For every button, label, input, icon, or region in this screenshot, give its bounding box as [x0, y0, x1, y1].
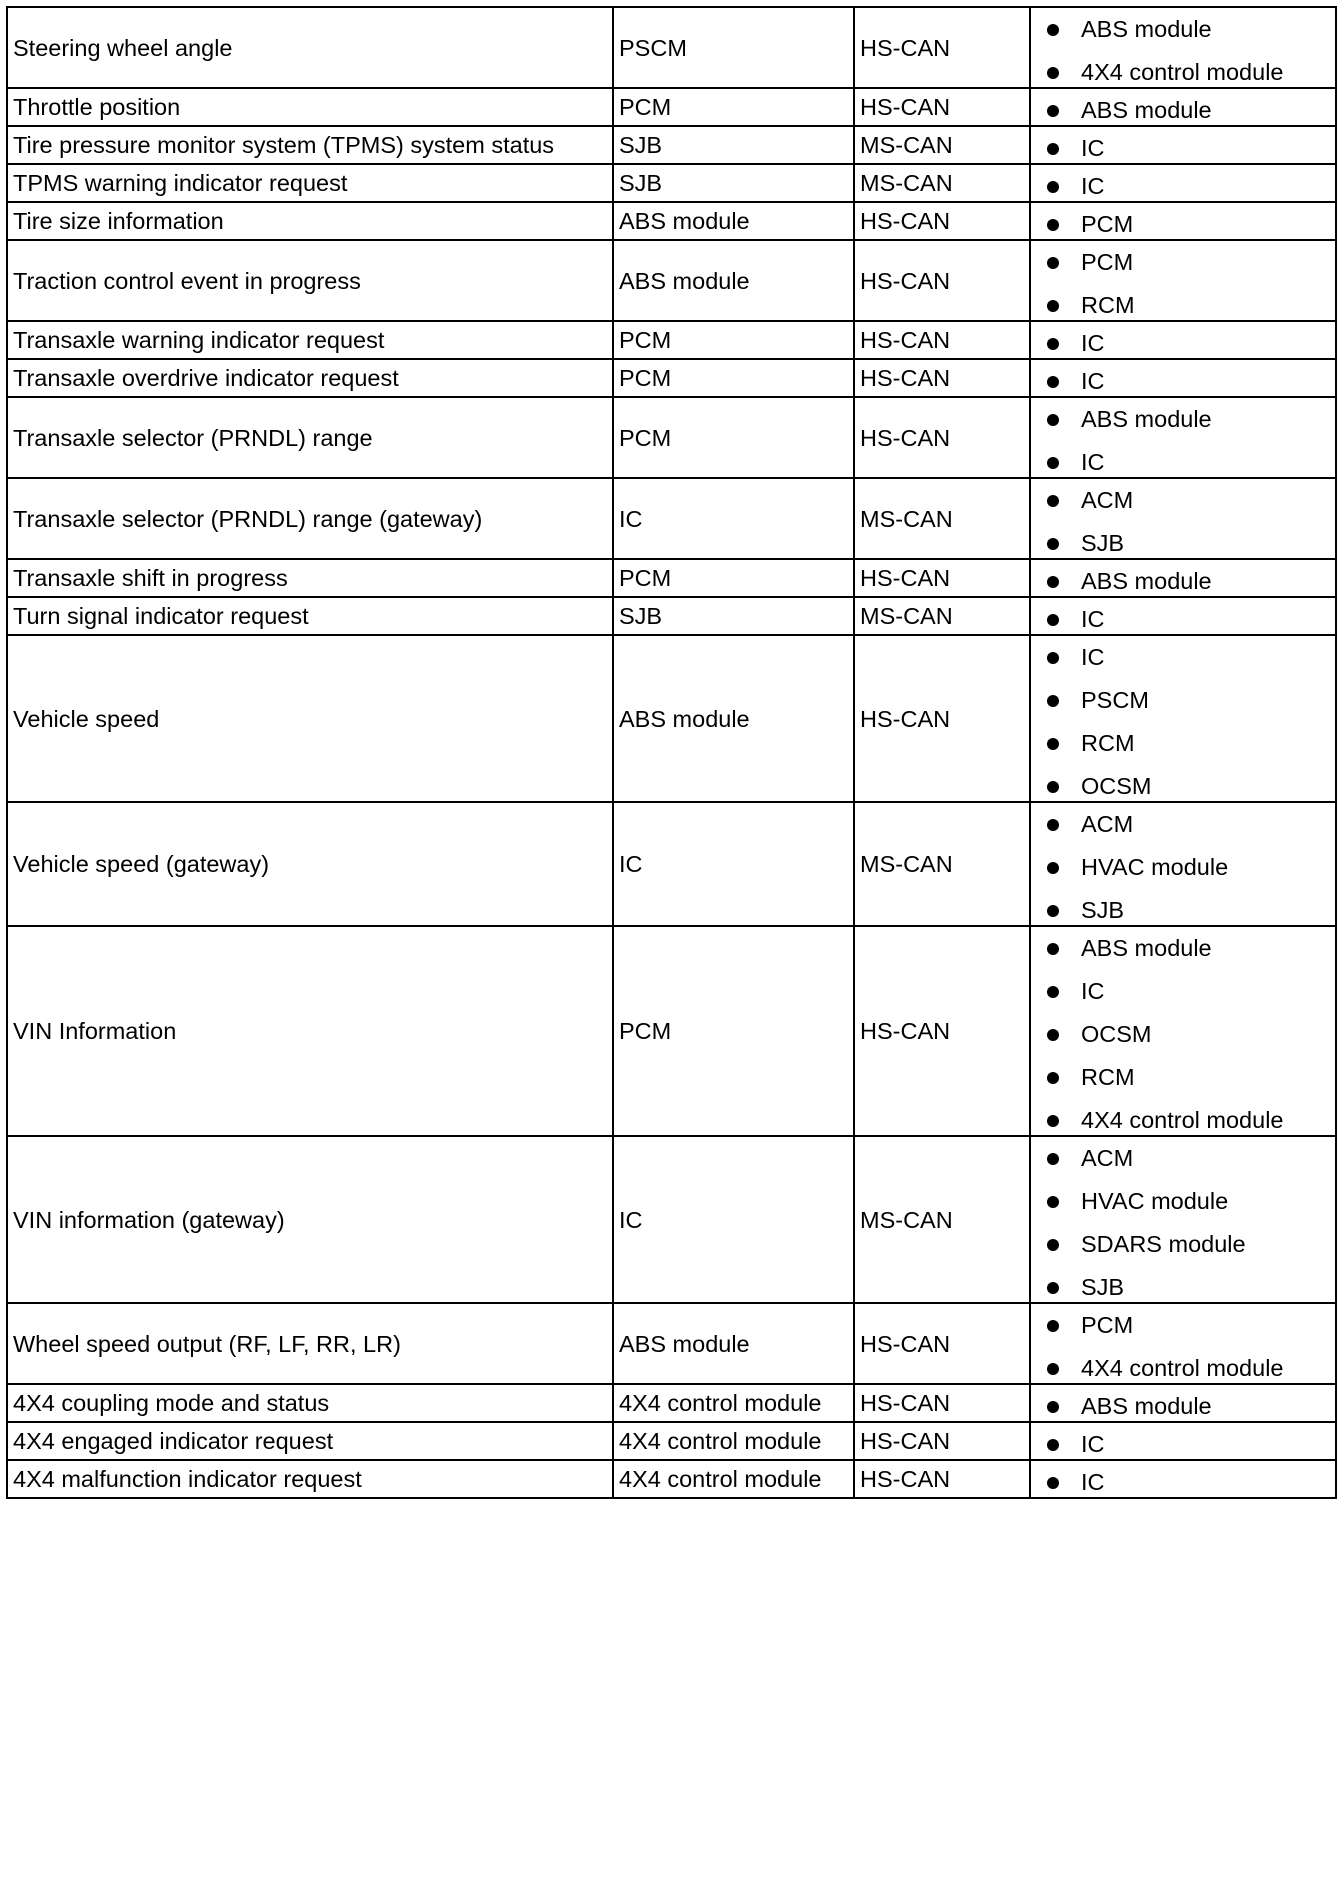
signal-cell [7, 559, 613, 597]
receiving-modules-cell [1030, 240, 1336, 321]
signal-text: 4X4 engaged indicator request [13, 1428, 334, 1454]
receiving-modules-list [1036, 322, 1335, 358]
source-module-text: IC [619, 851, 643, 877]
source-module-cell [613, 240, 854, 321]
table-row [7, 635, 1336, 802]
receiving-module-text: ABS module [1081, 406, 1212, 432]
signal-cell [7, 126, 613, 164]
network-text: HS-CAN [860, 1428, 951, 1454]
bullet-icon [1047, 695, 1059, 707]
source-module-text: ABS module [619, 267, 750, 294]
receiving-modules-list [1036, 598, 1335, 634]
signal-text: Vehicle speed (gateway) [13, 851, 270, 877]
network-cell [854, 597, 1030, 635]
table-row [7, 802, 1336, 926]
table-row [7, 559, 1336, 597]
table-row [7, 926, 1336, 1136]
source-module-cell [613, 359, 854, 397]
bullet-icon [1047, 24, 1059, 36]
source-module-text: 4X4 control module [619, 1428, 822, 1454]
network-cell [854, 1136, 1030, 1303]
network-text: HS-CAN [860, 1466, 951, 1492]
network-text: HS-CAN [860, 705, 951, 732]
signal-cell [7, 478, 613, 559]
receiving-module-item [1081, 398, 1331, 441]
bullet-icon [1047, 300, 1059, 312]
signal-cell [7, 1422, 613, 1460]
signal-cell [7, 7, 613, 88]
receiving-module-text: PCM [1081, 211, 1134, 237]
table-row [7, 1460, 1336, 1498]
receiving-module-item [1081, 89, 1331, 125]
receiving-module-item [1081, 803, 1331, 846]
receiving-modules-cell [1030, 597, 1336, 635]
receiving-module-text: RCM [1081, 1064, 1135, 1090]
network-cell [854, 478, 1030, 559]
source-module-cell [613, 926, 854, 1136]
receiving-module-text: ACM [1081, 811, 1134, 837]
signal-cell [7, 926, 613, 1136]
network-text: HS-CAN [860, 34, 951, 61]
signal-text: Steering wheel angle [13, 34, 233, 61]
signal-cell [7, 1460, 613, 1498]
signal-text: Tire pressure monitor system (TPMS) system status [13, 132, 555, 158]
bullet-icon [1047, 257, 1059, 269]
receiving-modules-cell [1030, 926, 1336, 1136]
receiving-modules-list [1036, 89, 1335, 125]
receiving-module-text: OCSM [1081, 773, 1152, 799]
receiving-modules-list [1036, 927, 1335, 1135]
receiving-module-item [1081, 284, 1331, 320]
receiving-modules-list [1036, 127, 1335, 163]
bullet-icon [1047, 338, 1059, 350]
source-module-cell [613, 1303, 854, 1384]
receiving-module-text: PCM [1081, 1312, 1134, 1338]
network-cell [854, 635, 1030, 802]
network-cell [854, 1460, 1030, 1498]
source-module-text: ABS module [619, 1330, 750, 1357]
receiving-module-item [1081, 1180, 1331, 1223]
bullet-icon [1047, 862, 1059, 874]
receiving-module-item [1081, 970, 1331, 1013]
bullet-icon [1047, 905, 1059, 917]
network-text: HS-CAN [860, 365, 951, 391]
receiving-module-text: ABS module [1081, 97, 1212, 123]
receiving-module-text: IC [1081, 449, 1105, 475]
source-module-cell [613, 7, 854, 88]
network-text: HS-CAN [860, 267, 951, 294]
receiving-module-text: ACM [1081, 487, 1134, 513]
receiving-module-item [1081, 51, 1331, 87]
bullet-icon [1047, 576, 1059, 588]
source-module-text: PCM [619, 424, 672, 451]
receiving-module-item [1081, 636, 1331, 679]
source-module-cell [613, 597, 854, 635]
bullet-icon [1047, 67, 1059, 79]
receiving-module-text: IC [1081, 606, 1105, 632]
receiving-module-text: IC [1081, 644, 1105, 670]
receiving-module-text: IC [1081, 330, 1105, 356]
signal-text: Transaxle overdrive indicator request [13, 365, 399, 391]
source-module-cell [613, 164, 854, 202]
receiving-modules-list [1036, 560, 1335, 596]
receiving-module-text: IC [1081, 368, 1105, 394]
signal-text: 4X4 malfunction indicator request [13, 1466, 362, 1492]
receiving-module-text: HVAC module [1081, 854, 1229, 880]
receiving-module-item [1081, 203, 1331, 239]
network-cell [854, 397, 1030, 478]
signal-cell [7, 359, 613, 397]
network-cell [854, 7, 1030, 88]
bullet-icon [1047, 1477, 1059, 1489]
table-row [7, 164, 1336, 202]
receiving-module-item [1081, 1056, 1331, 1099]
network-text: MS-CAN [860, 132, 953, 158]
signal-text: Throttle position [13, 94, 181, 120]
receiving-module-text: SJB [1081, 897, 1125, 923]
receiving-module-item [1081, 1385, 1331, 1421]
source-module-cell [613, 88, 854, 126]
source-module-cell [613, 1460, 854, 1498]
network-cell [854, 359, 1030, 397]
receiving-module-text: ABS module [1081, 935, 1212, 961]
signal-text: Transaxle selector (PRNDL) range (gateway) [13, 505, 483, 532]
signal-text: Vehicle speed [13, 705, 160, 732]
source-module-cell [613, 1136, 854, 1303]
receiving-module-item [1081, 1304, 1331, 1347]
signal-text: TPMS warning indicator request [13, 170, 348, 196]
receiving-modules-cell [1030, 1422, 1336, 1460]
bullet-icon [1047, 1320, 1059, 1332]
bullet-icon [1047, 495, 1059, 507]
receiving-module-text: 4X4 control module [1081, 59, 1284, 85]
network-text: MS-CAN [860, 851, 953, 877]
receiving-modules-list [1036, 479, 1335, 558]
receiving-modules-list [1036, 1137, 1335, 1302]
receiving-modules-cell [1030, 1136, 1336, 1303]
signal-cell [7, 1136, 613, 1303]
signal-cell [7, 164, 613, 202]
bullet-icon [1047, 1072, 1059, 1084]
receiving-module-item [1081, 765, 1331, 801]
receiving-modules-cell [1030, 126, 1336, 164]
source-module-text: PSCM [619, 34, 687, 61]
receiving-modules-list [1036, 360, 1335, 396]
source-module-cell [613, 635, 854, 802]
receiving-module-item [1081, 8, 1331, 51]
receiving-module-item [1081, 1347, 1331, 1383]
receiving-modules-cell [1030, 88, 1336, 126]
network-text: HS-CAN [860, 424, 951, 451]
receiving-modules-list [1036, 1461, 1335, 1497]
signal-text: Transaxle shift in progress [13, 565, 288, 591]
signal-cell [7, 397, 613, 478]
receiving-modules-list [1036, 1423, 1335, 1459]
signal-text: Transaxle selector (PRNDL) range [13, 424, 373, 451]
network-cell [854, 126, 1030, 164]
receiving-module-item [1081, 322, 1331, 358]
bullet-icon [1047, 943, 1059, 955]
receiving-module-item [1081, 927, 1331, 970]
signal-cell [7, 321, 613, 359]
receiving-module-text: HVAC module [1081, 1188, 1229, 1214]
receiving-modules-cell [1030, 397, 1336, 478]
source-module-cell [613, 321, 854, 359]
signal-cell [7, 240, 613, 321]
table-row [7, 240, 1336, 321]
receiving-module-text: IC [1081, 978, 1105, 1004]
bullet-icon [1047, 819, 1059, 831]
network-text: MS-CAN [860, 170, 953, 196]
network-text: HS-CAN [860, 1330, 951, 1357]
bullet-icon [1047, 1363, 1059, 1375]
table-row [7, 1136, 1336, 1303]
receiving-modules-cell [1030, 359, 1336, 397]
table-row [7, 1303, 1336, 1384]
receiving-modules-list [1036, 398, 1335, 477]
source-module-text: 4X4 control module [619, 1466, 822, 1492]
receiving-module-item [1081, 127, 1331, 163]
table-row [7, 597, 1336, 635]
receiving-module-item [1081, 560, 1331, 596]
source-module-cell [613, 1384, 854, 1422]
network-text: HS-CAN [860, 1018, 951, 1044]
receiving-modules-list [1036, 803, 1335, 925]
source-module-cell [613, 559, 854, 597]
receiving-modules-cell [1030, 7, 1336, 88]
source-module-text: PCM [619, 94, 672, 120]
source-module-text: PCM [619, 327, 672, 353]
network-text: MS-CAN [860, 1206, 953, 1233]
network-text: HS-CAN [860, 208, 951, 234]
network-cell [854, 164, 1030, 202]
network-cell [854, 926, 1030, 1136]
network-cell [854, 240, 1030, 321]
network-cell [854, 1384, 1030, 1422]
bullet-icon [1047, 538, 1059, 550]
signal-cell [7, 88, 613, 126]
bullet-icon [1047, 457, 1059, 469]
receiving-modules-list [1036, 8, 1335, 87]
source-module-text: SJB [619, 132, 663, 158]
receiving-modules-list [1036, 241, 1335, 320]
receiving-modules-list [1036, 1304, 1335, 1383]
receiving-modules-cell [1030, 478, 1336, 559]
network-text: HS-CAN [860, 1390, 951, 1416]
source-module-cell [613, 1422, 854, 1460]
source-module-text: 4X4 control module [619, 1390, 822, 1416]
bullet-icon [1047, 1153, 1059, 1165]
bullet-icon [1047, 1239, 1059, 1251]
bullet-icon [1047, 1115, 1059, 1127]
signal-text: VIN Information [13, 1018, 177, 1044]
signal-text: Tire size information [13, 208, 224, 234]
signal-cell [7, 802, 613, 926]
receiving-modules-cell [1030, 202, 1336, 240]
receiving-module-text: RCM [1081, 730, 1135, 756]
receiving-module-item [1081, 1013, 1331, 1056]
receiving-module-text: 4X4 control module [1081, 1355, 1284, 1381]
receiving-module-text: OCSM [1081, 1021, 1152, 1047]
table-row [7, 7, 1336, 88]
source-module-text: SJB [619, 603, 663, 629]
receiving-modules-list [1036, 203, 1335, 239]
table-row [7, 126, 1336, 164]
signal-cell [7, 635, 613, 802]
receiving-module-item [1081, 722, 1331, 765]
receiving-module-item [1081, 441, 1331, 477]
network-cell [854, 802, 1030, 926]
receiving-module-item [1081, 1423, 1331, 1459]
bullet-icon [1047, 181, 1059, 193]
receiving-module-text: ABS module [1081, 1393, 1212, 1419]
bullet-icon [1047, 652, 1059, 664]
receiving-module-text: 4X4 control module [1081, 1107, 1284, 1133]
network-text: MS-CAN [860, 603, 953, 629]
receiving-module-text: IC [1081, 1431, 1105, 1457]
receiving-module-text: SJB [1081, 1274, 1125, 1300]
receiving-modules-cell [1030, 1384, 1336, 1422]
network-text: HS-CAN [860, 94, 951, 120]
receiving-module-text: PCM [1081, 249, 1134, 275]
receiving-module-item [1081, 889, 1331, 925]
signal-text: 4X4 coupling mode and status [13, 1390, 330, 1416]
table-body [7, 7, 1336, 1498]
bullet-icon [1047, 1401, 1059, 1413]
receiving-module-item [1081, 1137, 1331, 1180]
bullet-icon [1047, 219, 1059, 231]
source-module-cell [613, 126, 854, 164]
bullet-icon [1047, 614, 1059, 626]
source-module-text: ABS module [619, 705, 750, 732]
network-cell [854, 1422, 1030, 1460]
source-module-text: ABS module [619, 208, 750, 234]
receiving-modules-list [1036, 165, 1335, 201]
receiving-module-item [1081, 165, 1331, 201]
bullet-icon [1047, 1196, 1059, 1208]
receiving-module-item [1081, 241, 1331, 284]
source-module-cell [613, 397, 854, 478]
receiving-module-item [1081, 360, 1331, 396]
receiving-module-text: IC [1081, 1469, 1105, 1495]
receiving-module-text: ACM [1081, 1145, 1134, 1171]
bullet-icon [1047, 105, 1059, 117]
document-page [6, 6, 1335, 1499]
receiving-module-item [1081, 846, 1331, 889]
receiving-module-item [1081, 1223, 1331, 1266]
receiving-module-item [1081, 479, 1331, 522]
network-text: HS-CAN [860, 565, 951, 591]
receiving-modules-cell [1030, 164, 1336, 202]
receiving-module-item [1081, 522, 1331, 558]
table-row [7, 359, 1336, 397]
signal-cell [7, 1384, 613, 1422]
receiving-modules-cell [1030, 321, 1336, 359]
signal-cell [7, 202, 613, 240]
receiving-module-text: ABS module [1081, 568, 1212, 594]
source-module-text: PCM [619, 365, 672, 391]
source-module-text: PCM [619, 1018, 672, 1044]
bullet-icon [1047, 414, 1059, 426]
source-module-cell [613, 202, 854, 240]
source-module-text: IC [619, 1206, 643, 1233]
receiving-modules-cell [1030, 1460, 1336, 1498]
receiving-module-item [1081, 598, 1331, 634]
table-row [7, 1422, 1336, 1460]
table-row [7, 88, 1336, 126]
signal-text: Transaxle warning indicator request [13, 327, 385, 353]
receiving-module-text: ABS module [1081, 16, 1212, 42]
receiving-module-item [1081, 1099, 1331, 1135]
receiving-module-text: SDARS module [1081, 1231, 1246, 1257]
bullet-icon [1047, 1029, 1059, 1041]
receiving-modules-list [1036, 1385, 1335, 1421]
signal-text: Wheel speed output (RF, LF, RR, LR) [13, 1330, 401, 1357]
receiving-module-text: RCM [1081, 292, 1135, 318]
bullet-icon [1047, 781, 1059, 793]
receiving-modules-cell [1030, 1303, 1336, 1384]
signal-cell [7, 1303, 613, 1384]
network-cell [854, 1303, 1030, 1384]
network-cell [854, 88, 1030, 126]
bullet-icon [1047, 738, 1059, 750]
receiving-module-text: SJB [1081, 530, 1125, 556]
receiving-module-item [1081, 1266, 1331, 1302]
bullet-icon [1047, 986, 1059, 998]
receiving-module-item [1081, 1461, 1331, 1497]
signal-text: VIN information (gateway) [13, 1206, 285, 1233]
receiving-modules-cell [1030, 802, 1336, 926]
bullet-icon [1047, 1282, 1059, 1294]
bullet-icon [1047, 1439, 1059, 1451]
network-cell [854, 321, 1030, 359]
network-text: HS-CAN [860, 327, 951, 353]
table-row [7, 1384, 1336, 1422]
receiving-module-item [1081, 679, 1331, 722]
table-row [7, 478, 1336, 559]
table-row [7, 397, 1336, 478]
source-module-cell [613, 478, 854, 559]
signal-text: Traction control event in progress [13, 267, 361, 294]
network-text: MS-CAN [860, 505, 953, 532]
receiving-modules-cell [1030, 559, 1336, 597]
receiving-modules-cell [1030, 635, 1336, 802]
source-module-text: SJB [619, 170, 663, 196]
receiving-module-text: PSCM [1081, 687, 1149, 713]
bullet-icon [1047, 143, 1059, 155]
source-module-cell [613, 802, 854, 926]
bullet-icon [1047, 376, 1059, 388]
signal-text: Turn signal indicator request [13, 603, 309, 629]
signal-cell [7, 597, 613, 635]
network-message-table [6, 6, 1337, 1499]
network-cell [854, 202, 1030, 240]
table-row [7, 321, 1336, 359]
receiving-module-text: IC [1081, 135, 1105, 161]
receiving-modules-list [1036, 636, 1335, 801]
network-cell [854, 559, 1030, 597]
source-module-text: IC [619, 505, 643, 532]
receiving-module-text: IC [1081, 173, 1105, 199]
table-row [7, 202, 1336, 240]
source-module-text: PCM [619, 565, 672, 591]
